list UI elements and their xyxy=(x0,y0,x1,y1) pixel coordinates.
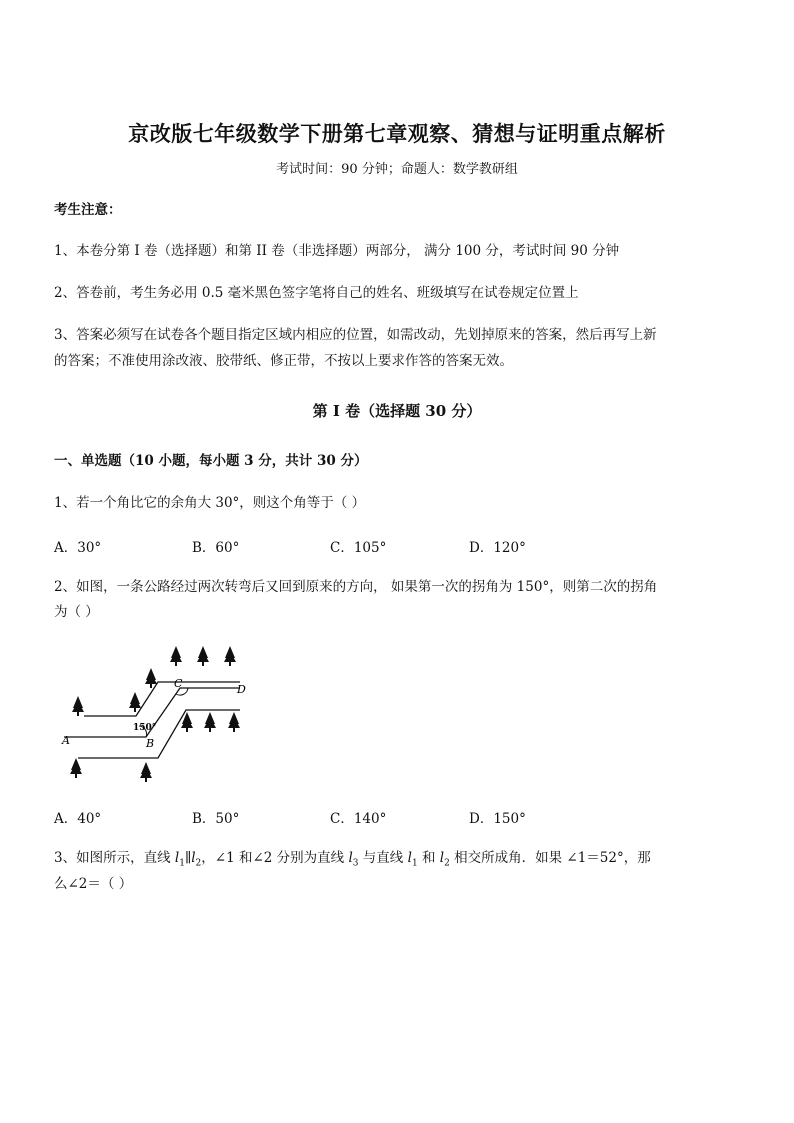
tree-icon xyxy=(72,696,84,716)
notice-item-1: 1、本卷分第 I 卷（选择题）和第 II 卷（非选择题）两部分， 满分 100 分，考试时间 90 分钟 xyxy=(54,243,620,259)
q3-l2b-sub: 2 xyxy=(444,858,450,869)
q3-text-2: ，∠1 和∠2 分别为直线 xyxy=(201,850,349,866)
question-1-option-a[interactable]: A．30° xyxy=(54,540,102,556)
part-title: 一、单选题（10 小题，每小题 3 分，共计 30 分） xyxy=(54,453,368,469)
q3-text-5: 相交所成角．如果 ∠1＝52°，那 xyxy=(449,850,651,866)
label-angle-150: 150° xyxy=(133,723,157,733)
label-a: A xyxy=(62,734,70,747)
q3-parallel: ∥ xyxy=(184,850,192,866)
tree-icon xyxy=(70,758,82,778)
question-2-option-d[interactable]: D．150° xyxy=(469,811,526,827)
tree-icon xyxy=(170,646,182,666)
q3-l1: l xyxy=(174,850,180,866)
question-1-option-b[interactable]: B．60° xyxy=(192,540,240,556)
section-title: 第 I 卷（选择题 30 分） xyxy=(312,402,482,420)
question-1-option-c[interactable]: C．105° xyxy=(330,540,387,556)
page-title: 京改版七年级数学下册第七章观察、猜想与证明重点解析 xyxy=(128,121,666,146)
q3-text-1: 3、如图所示，直线 xyxy=(54,850,175,866)
question-2-stem-cont: 为（ ） xyxy=(54,604,99,620)
tree-icon xyxy=(140,762,152,782)
q3-text-3: 与直线 xyxy=(358,850,408,866)
question-3-stem-cont: 么∠2＝（ ） xyxy=(54,876,133,892)
q3-l2-sub: 2 xyxy=(195,858,202,869)
q3-l1b: l xyxy=(407,850,412,866)
q3-l1-sub: 1 xyxy=(179,858,185,869)
q3-l1b-sub: 1 xyxy=(411,858,418,869)
tree-icon xyxy=(129,692,141,712)
road-figure xyxy=(54,640,254,790)
tree-icon xyxy=(204,712,216,732)
q3-l3: l xyxy=(348,850,353,866)
tree-icon xyxy=(228,712,240,732)
question-2-option-b[interactable]: B．50° xyxy=(192,811,240,827)
question-3-stem xyxy=(54,848,651,874)
label-c: C xyxy=(174,677,183,690)
label-d: D xyxy=(237,683,246,696)
question-2-option-c[interactable]: C．140° xyxy=(330,811,387,827)
question-1-stem: 1、若一个角比它的余角大 30°，则这个角等于（ ） xyxy=(54,495,366,511)
road-edge-top xyxy=(84,682,240,716)
q3-l2: l xyxy=(191,850,196,866)
notice-heading: 考生注意： xyxy=(54,202,122,218)
question-1-option-d[interactable]: D．120° xyxy=(469,540,526,556)
trees xyxy=(70,646,240,782)
tree-icon xyxy=(224,646,236,666)
q3-l3-sub: 3 xyxy=(352,858,359,869)
tree-icon xyxy=(197,646,209,666)
question-2-stem: 2、如图，一条公路经过两次转弯后又回到原来的方向， 如果第一次的拐角为 150°，则第二次的拐角 xyxy=(54,579,658,595)
exam-info: 考试时间：90 分钟；命题人：数学教研组 xyxy=(276,162,518,177)
tree-icon xyxy=(145,668,157,688)
q3-l2b: l xyxy=(439,850,445,866)
label-b: B xyxy=(146,737,155,750)
notice-item-3: 3、答案必须写在试卷各个题目指定区域内相应的位置，如需改动，先划掉原来的答案，然后再写上新 xyxy=(54,327,657,343)
notice-item-2: 2、答卷前，考生务必用 0.5 毫米黑色签字笔将自己的姓名、班级填写在试卷规定位置上 xyxy=(54,285,579,301)
notice-item-3-cont: 的答案；不准使用涂改液、胶带纸、修正带，不按以上要求作答的答案无效。 xyxy=(54,353,513,369)
question-2-option-a[interactable]: A．40° xyxy=(54,811,102,827)
q3-text-4: 和 xyxy=(417,850,440,866)
